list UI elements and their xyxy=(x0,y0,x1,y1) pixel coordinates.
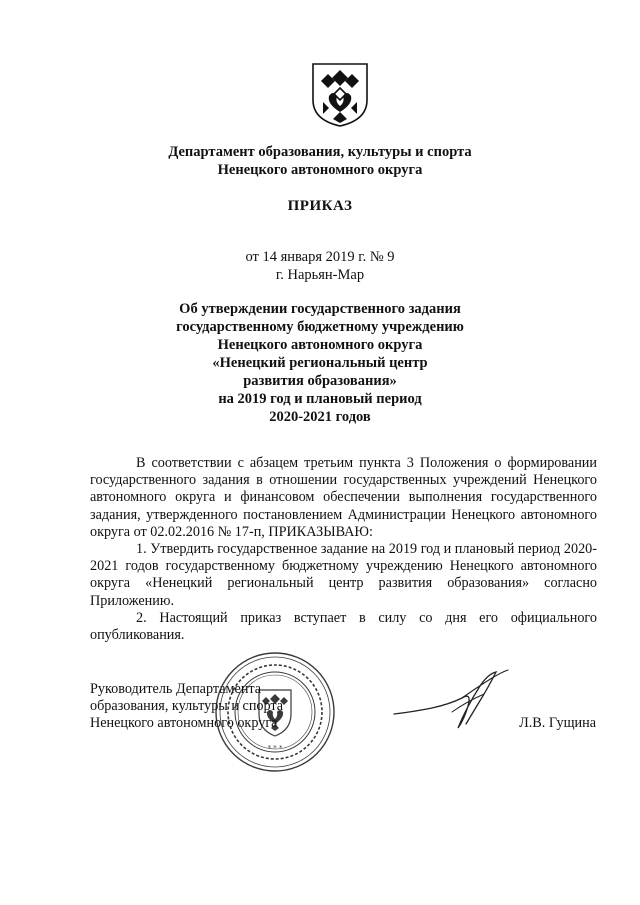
body-paragraph: 1. Утвердить государственное задание на 2019 год и плановый период 2020-2021 годов государственному бюджетному учреждению Ненецкого автономного округа «Ненецкий региональный центр развития образования» согласно Приложению. xyxy=(90,541,597,609)
subject-line: Об утверждении государственного задания xyxy=(179,301,461,317)
svg-text:* * *: * * * xyxy=(267,744,283,752)
document-body xyxy=(90,455,597,644)
subject-line: государственному бюджетному учреждению xyxy=(176,319,464,335)
subject-line: 2020-2021 годов xyxy=(269,409,371,425)
position-line-2: образования, культуры и спорта xyxy=(90,698,284,715)
date-line: от 14 января 2019 г. № 9 xyxy=(245,249,395,265)
subject-line: на 2019 год и плановый период xyxy=(218,391,422,407)
coat-of-arms-icon xyxy=(311,62,369,128)
signatory-name: Л.В. Гущина xyxy=(519,715,596,731)
department-name xyxy=(0,143,640,179)
document-type: ПРИКАЗ xyxy=(287,198,353,214)
department-line-1: Департамент образования, культуры и спорта xyxy=(168,144,472,160)
signatory-position xyxy=(90,681,283,733)
date-block xyxy=(0,248,640,284)
body-paragraph: В соответствии с абзацем третьим пункта 3 Положения о формировании государственного задания в отношении государственных учреждений Ненецкого автономного округа и финансовом обеспечении выполнения государственного задания, утвержденного постановлением Администрации Ненецкого автономного округа от 02.02.2016 № 17-п, ПРИКАЗЫВАЮ: xyxy=(90,455,597,540)
body-paragraph: 2. Настоящий приказ вступает в силу со дня его официального опубликования. xyxy=(90,609,597,644)
subject-line: развития образования» xyxy=(243,373,397,389)
department-line-2: Ненецкого автономного округа xyxy=(217,162,423,178)
document-subject xyxy=(0,300,640,426)
position-line-1: Руководитель Департамента xyxy=(90,681,262,697)
subject-line: «Ненецкий региональный центр xyxy=(212,355,428,371)
place-line: г. Нарьян-Мар xyxy=(275,267,365,283)
position-line-3: Ненецкого автономного округа xyxy=(90,715,278,732)
handwritten-signature-icon xyxy=(392,668,512,732)
subject-line: Ненецкого автономного округа xyxy=(217,337,423,353)
